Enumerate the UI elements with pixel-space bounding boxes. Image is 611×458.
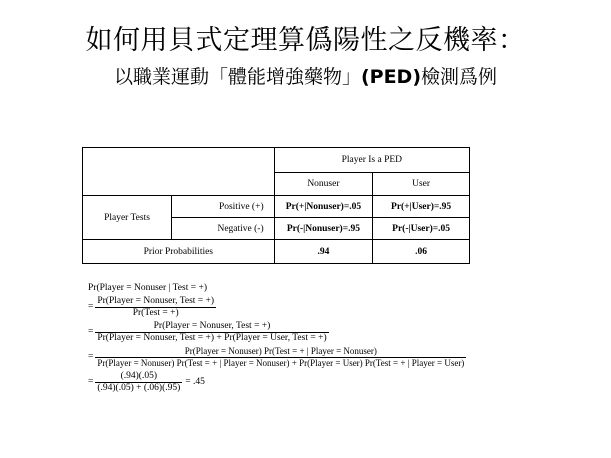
numerator: (.94)(.05) [120, 371, 158, 381]
subtitle-prefix: 以職業運動「體能增強藥物」 [113, 66, 361, 88]
equation-step-4 [88, 371, 568, 394]
subtitle-ped: (PED) [360, 66, 422, 88]
header-player-is-ped: Player Is a PED [274, 148, 469, 173]
equation-step-2 [88, 321, 568, 344]
row-prior-probabilities: Prior Probabilities [83, 240, 275, 264]
slide-title: 如何用貝式定理算僞陽性之反機率： [85, 25, 526, 56]
cell-pos-nonuser: Pr(+|Nonuser)=.05 [274, 196, 373, 218]
denominator: Pr(Player = Nonuser, Test = +) + Pr(Player = User, Test = +) [97, 333, 327, 343]
header-user: User [373, 173, 470, 196]
table-empty-corner [83, 148, 275, 196]
equation-step-3 [88, 346, 568, 369]
fraction-step-4 [95, 371, 182, 394]
numerator: Pr(Player = Nonuser, Test = +) [97, 296, 215, 306]
denominator: (.94)(.05) + (.06)(.95) [97, 383, 181, 393]
header-nonuser: Nonuser [274, 173, 373, 196]
fraction-step-3 [95, 346, 466, 369]
cell-prior-user: .06 [373, 240, 470, 264]
subtitle-suffix: 檢測爲例 [421, 66, 498, 88]
probability-table [82, 147, 470, 264]
fraction-step-1 [95, 296, 216, 319]
row-positive: Positive (+) [172, 196, 275, 218]
cell-pos-user: Pr(+|User)=.95 [373, 196, 470, 218]
fraction-step-2 [95, 321, 328, 344]
cell-neg-user: Pr(-|User)=.05 [373, 218, 470, 240]
denominator: Pr(Test = +) [95, 307, 216, 319]
numerator: Pr(Player = Nonuser) Pr(Test = + | Player = Nonuser) [184, 346, 377, 356]
equals-sign: = [88, 327, 94, 337]
equation-step-1 [88, 296, 568, 319]
numerator: Pr(Player = Nonuser, Test = +) [153, 321, 271, 331]
cell-prior-nonuser: .94 [274, 240, 373, 264]
result-value: = .45 [185, 377, 205, 387]
equation-line-1: Pr(Player = Nonuser | Test = +) [88, 283, 207, 293]
row-negative: Negative (-) [172, 218, 275, 240]
row-group-player-tests: Player Tests [83, 196, 172, 240]
cell-neg-nonuser: Pr(-|Nonuser)=.95 [274, 218, 373, 240]
equals-sign: = [88, 377, 94, 387]
equals-sign: = [88, 352, 94, 362]
equals-sign: = [88, 302, 94, 312]
slide-subtitle [0, 65, 611, 89]
bayes-derivation [88, 283, 568, 394]
denominator: Pr(Player = Nonuser) Pr(Test = + | Player = Nonuser) + Pr(Player = User) Pr(Test = + | Player = User) [97, 358, 465, 368]
